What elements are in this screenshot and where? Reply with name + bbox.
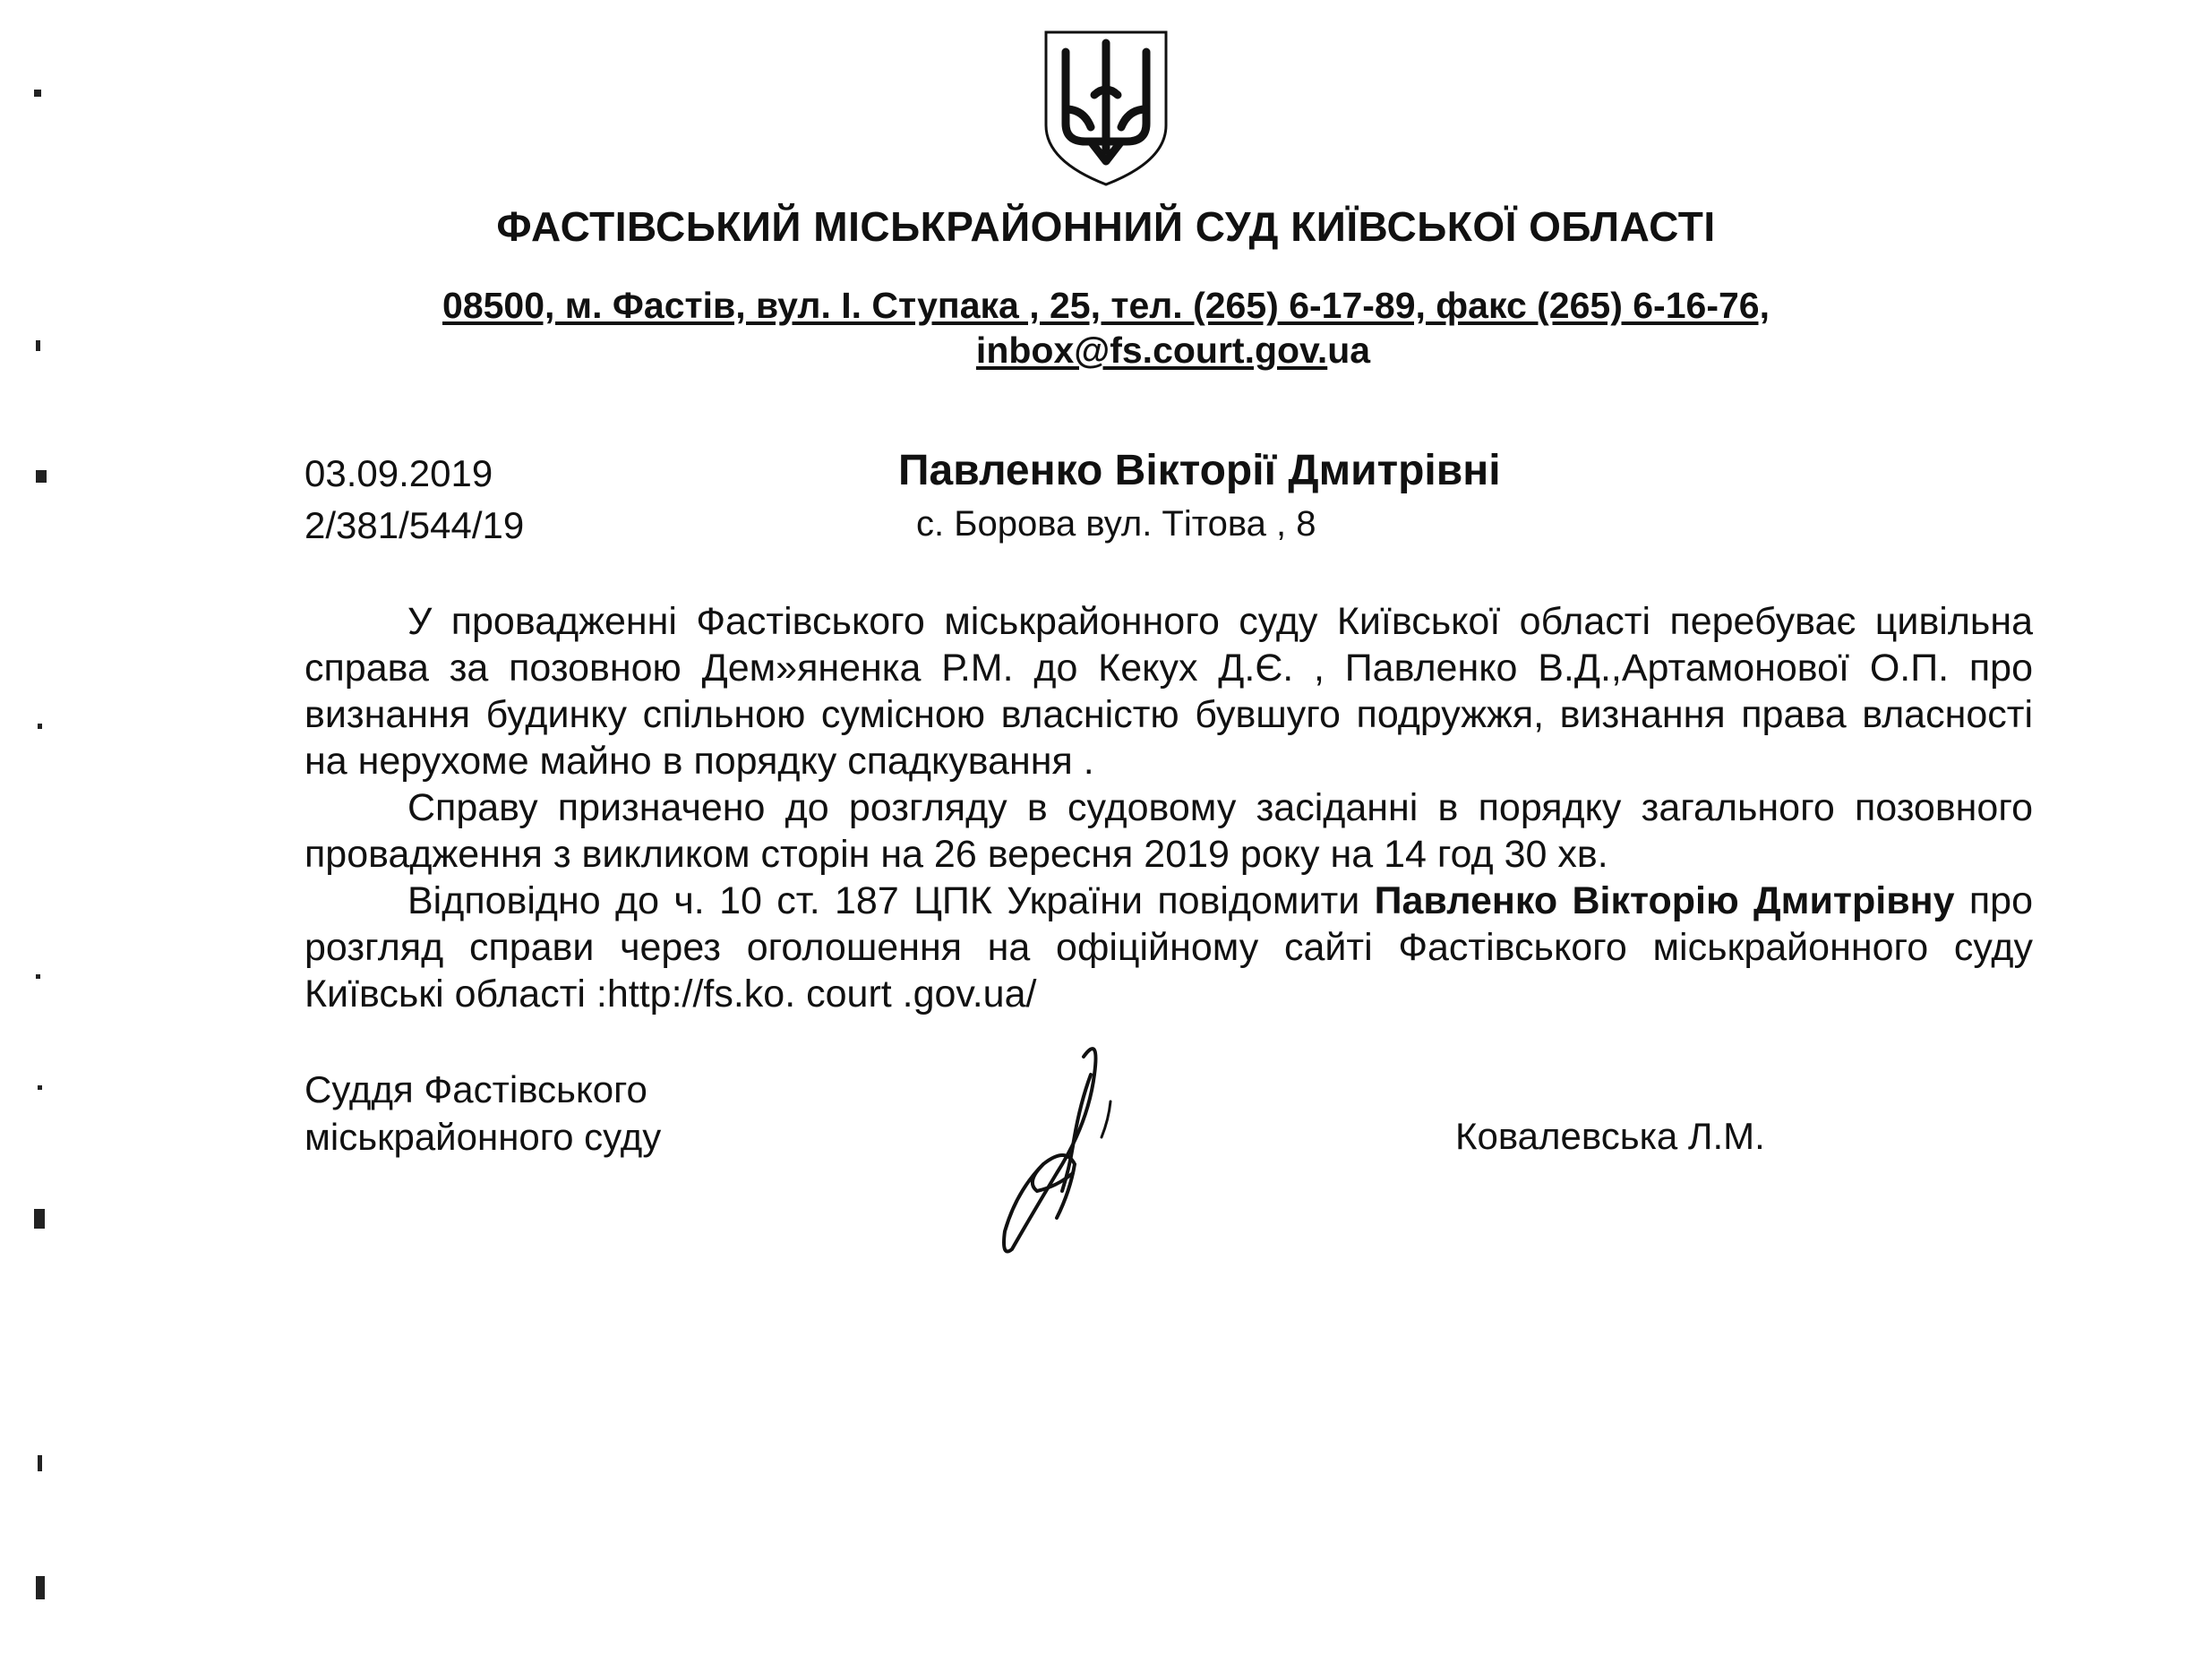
recipient-address: с. Борова вул. Тітова , 8	[916, 504, 1316, 544]
notice-paragraph-3-start: Відповідно до ч. 10 ст. 187 ЦПК України повідомити	[407, 879, 1375, 922]
handwritten-signature	[994, 1039, 1146, 1263]
scan-speck	[34, 1209, 45, 1229]
scan-speck	[34, 90, 41, 97]
court-name: ФАСТІВСЬКИЙ МІСЬКРАЙОННИЙ СУД КИЇВСЬКОЇ ОБЛАСТІ	[496, 203, 1716, 250]
notice-paragraph-3-end: про розгляд справи через оголошення на офіційному сайті Фастівського міськрайонного суду Київські області :http://fs.ko. court .gov.ua/	[304, 879, 2034, 1015]
court-email: inbox@fs.court.gov.	[975, 330, 1328, 371]
document-date: 03.09.2019	[304, 452, 493, 494]
court-address-text: 08500, м. Фастів, вул. І. Ступака , 25, тел. (265) 6-17-89, факс (265) 6-16-76,	[442, 285, 1770, 326]
coat-of-arms-icon	[1039, 27, 1173, 188]
scan-speck	[38, 1085, 42, 1090]
notified-person-name: Павленко Вікторію Дмитрівну	[1374, 879, 1955, 922]
court-email-suffix: ua	[1327, 330, 1371, 371]
scan-speck	[36, 340, 40, 351]
scan-speck	[36, 974, 40, 979]
scan-speck	[36, 1576, 45, 1599]
scan-speck	[36, 470, 47, 483]
notice-paragraph-3	[304, 878, 2033, 1017]
notice-paragraph-1: У провадженні Фастівського міськрайонного суду Київської області перебуває цивільна справа за позовною Дем»яненка Р.М. до Кекух Д.Є. , Павленко В.Д.,Артамонової О.П. про визнання будинку спільною сумісною власністю бувшуго подружжя, визнання права власності на нерухоме майно в порядку спадкування .	[304, 600, 2033, 783]
notice-paragraph-2: Справу призначено до розгляду в судовому засіданні в порядку загального позовного провадження з викликом сторін на 26 вересня 2019 року на 14 год 30 хв.	[304, 786, 2033, 876]
judge-title	[304, 1066, 661, 1161]
court-email-line	[0, 330, 2212, 372]
notice-body	[304, 598, 2033, 1017]
court-address	[0, 285, 2212, 327]
case-number: 2/381/544/19	[304, 504, 525, 546]
judge-title-line-1: Суддя Фастівського	[304, 1068, 647, 1110]
recipient-name: Павленко Вікторії Дмитрівні	[898, 447, 1501, 494]
scan-speck	[38, 1455, 42, 1471]
judge-name: Ковалевська Л.М.	[1455, 1115, 1765, 1157]
judge-title-line-2: міськрайонного суду	[304, 1116, 662, 1158]
scan-speck	[38, 724, 42, 729]
